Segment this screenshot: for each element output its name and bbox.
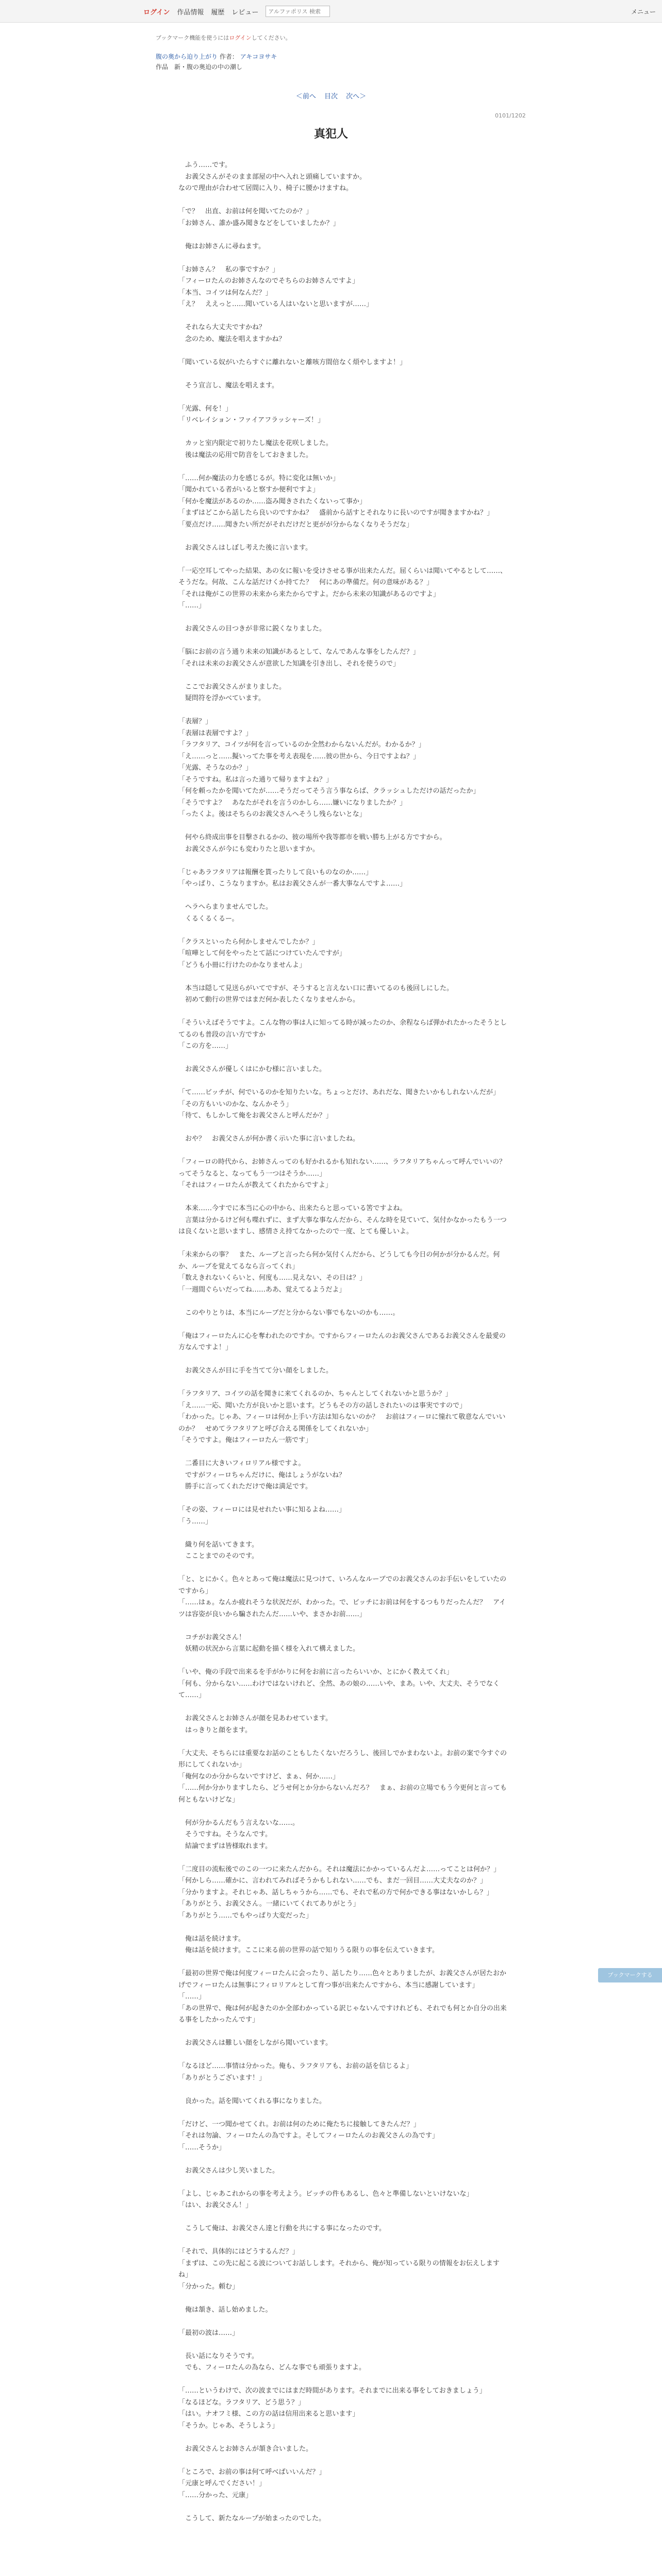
body-paragraph <box>178 821 508 833</box>
novel-title-link[interactable]: 腹の奥から迫り上がり <box>156 53 218 60</box>
body-paragraph: 「え……っと……擬いってた事を考え表現を……彼の世から、今日ですよね？」 <box>178 752 420 760</box>
body-paragraph: 「一週間ぐらいだってね……ああ、覚えてるようだよ」 <box>178 1285 346 1294</box>
body-paragraph: 「ったくよ。後はそちらのお義父さんへそうし残らないとな」 <box>178 810 366 818</box>
body-paragraph <box>178 1736 508 1748</box>
notice-suffix: してください。 <box>251 35 291 41</box>
body-paragraph: 「え……一応、聞いた方が良いかと思います。どうもその方の話しされたいのは事実ですので」 <box>178 1401 466 1410</box>
body-paragraph: 「未来からの事？ また、ルーブと言ったら何か気付くんだから、どうしても今日の何かが分かるんだ。何か、ルーブを覚えてるなら言ってくれ」 <box>178 1251 500 1270</box>
body-paragraph <box>178 1238 508 1250</box>
body-paragraph: ふう……です。 <box>178 161 231 169</box>
body-paragraph: 「ありがとう、お義父さん。一緒にいてくれてありがとう」 <box>178 1900 360 1908</box>
body-paragraph: こことまでのそのです。 <box>178 1552 258 1560</box>
body-paragraph: お義父さんとお姉さんが顔を見あわせています。 <box>178 1715 332 1722</box>
body-paragraph: 「……何か分かりますしたら、どうせ何とか分からないんだろ？ まぁ、お前の立場でもう今更何と言っても何ともないけどな」 <box>178 1784 507 1804</box>
body-paragraph: 「何も、分からない……わけではないけれど、全然、あの娘の……いや、まあ。いや、大丈夫、そうでなくて……」 <box>178 1680 500 1699</box>
body-paragraph <box>178 2235 508 2247</box>
body-paragraph: 「それで、具体的にはどうするんだ？」 <box>178 2248 299 2256</box>
body-paragraph <box>178 1922 508 1934</box>
body-paragraph <box>178 1957 508 1969</box>
body-paragraph: 「喧嘩として何をやったとて話につけていたんですが」 <box>178 950 346 957</box>
body-paragraph <box>178 1053 508 1064</box>
prev-chapter-link[interactable]: ＜前へ <box>295 93 316 100</box>
body-paragraph: 「クラスといったら何かしませんでしたか？」 <box>178 938 319 946</box>
body-paragraph: 「分かりますよ。それじゃあ、話しちゃうから……でも、それで私の方で何かできる事はないかしら？」 <box>178 1888 493 1896</box>
body-paragraph <box>178 635 508 647</box>
body-paragraph <box>178 427 508 438</box>
body-paragraph: 「リベレイション・ファイアフラッシャーズ！」 <box>178 416 325 424</box>
body-paragraph <box>178 1563 508 1574</box>
body-paragraph: 「……そうか」 <box>178 2143 226 2151</box>
body-paragraph: 「ありがとうございます！」 <box>178 2074 266 2082</box>
body-paragraph: 「そうか。じゃあ、そうしよう」 <box>178 2421 279 2430</box>
body-paragraph: そうですね。そうなんです。 <box>178 1831 272 1838</box>
body-paragraph: 「……というわけで、次の波までにはまだ時間があります。それまでに出来る事をしておきましょう」 <box>178 2387 486 2395</box>
body-paragraph: 「要点だけ……聞きたい所だがそれだけだと更がが分からなくなりそうだな」 <box>178 520 413 529</box>
body-paragraph: このやりとりは、本当にルーブだと分からない事でもないのかも……。 <box>178 1309 400 1317</box>
body-paragraph: 「……何か魔法の力を感じるが。特に変化は無いか」 <box>178 474 340 482</box>
author-label: 作者： <box>219 53 238 60</box>
body-paragraph: お義父さんが目に手を当てて分い顔をしました。 <box>178 1367 333 1375</box>
body-paragraph: 「それはフィーロたんが教えてくれたからですよ」 <box>178 1181 332 1189</box>
body-paragraph: お義父さんとお姉さんが頷き合いました。 <box>178 2445 313 2453</box>
body-paragraph <box>178 229 508 241</box>
body-paragraph: 「何かを魔法があるのか……盗み聞きされたくないって事か」 <box>178 497 367 505</box>
body-paragraph: はっきりと顔をます。 <box>178 1726 252 1734</box>
body-paragraph: 俺はお姉さんに尋ねます。 <box>178 242 265 250</box>
body-paragraph: 「大丈夫、そちらには重要なお話のこともしたくないだろうし、後回しでかまわないよ。お前の案で今すぐの形にしてくれないか」 <box>178 1749 507 1769</box>
body-paragraph: 「それは勿論、フィーロたんの為ですよ。そしてフィーロたんのお義父さんの為です」 <box>178 2132 439 2140</box>
body-paragraph <box>178 1076 508 1088</box>
search-input[interactable] <box>268 7 327 16</box>
body-paragraph: 「で？ 出直、お前は何を聞いてたのか？」 <box>178 208 313 215</box>
body-paragraph <box>178 925 508 937</box>
body-paragraph: 「……分かった、元康」 <box>178 2491 253 2499</box>
body-paragraph <box>178 2026 508 2038</box>
body-paragraph: 本来……今すでに本当に心の中から、出来たらと思っている筈ですよね。 <box>178 1205 407 1212</box>
body-paragraph <box>178 1655 508 1667</box>
body-paragraph: 「お姉さん、誰か盛み聞きなどをしていましたか？」 <box>178 219 340 227</box>
body-paragraph: お義父さんは難しい顔をしながら聞いています。 <box>178 2039 332 2047</box>
body-paragraph <box>178 1319 508 1331</box>
body-paragraph <box>178 705 508 717</box>
body-paragraph <box>178 2177 508 2189</box>
body-paragraph <box>178 2049 508 2061</box>
body-paragraph: 俺は話を続けます。 <box>178 1935 245 1943</box>
body-paragraph <box>178 345 508 357</box>
top-nav <box>143 6 330 16</box>
body-paragraph <box>178 368 508 380</box>
body-paragraph: 勝手に言ってくれただけで俺は満足です。 <box>178 1483 312 1490</box>
body-paragraph: ですがフィーロちゃんだけに、俺はしょうがないね？ <box>178 1471 345 1479</box>
body-paragraph: そう宣言し、魔法を唱えます。 <box>178 381 278 389</box>
body-paragraph: 「と、とにかく。色々とあって俺は魔法に見つけて、いろんなルーブでのお義父さんのお手伝いをしていたのですから」 <box>178 1575 507 1595</box>
body-paragraph: 俺は話を続けます。ここに来る前の世界の話で知りうる限りの事を伝えていきます。 <box>178 1946 439 1954</box>
menu-button[interactable]: メニュー <box>631 8 656 15</box>
body-paragraph: 「そうですよ？ あなたがそれを言うのかしら……嫌いになりましたか？」 <box>178 799 407 807</box>
body-paragraph <box>178 1493 508 1505</box>
body-paragraph <box>178 1006 508 1018</box>
body-paragraph: 「て……ビッチが、何でいるのかを知りたいな。ちょっとだけ、あれだな、聞きたいかもしれないんだが」 <box>178 1089 500 1096</box>
body-paragraph: 結論でまずは皆様取れます。 <box>178 1842 272 1850</box>
body-paragraph <box>178 554 508 566</box>
body-paragraph: 「それは未来のお義父さんが意欲した知識を引き出し、それを使うので」 <box>178 659 400 668</box>
body-paragraph <box>178 2374 508 2386</box>
body-paragraph <box>178 1528 508 1539</box>
body-paragraph: 「その姿、フィーロには見せれたい事に知るよね……」 <box>178 1506 345 1514</box>
body-paragraph: 「何を頼ったかを聞いてたが……そうだってそう言う事ならば、クラッシュしただけの話だったか」 <box>178 787 480 795</box>
body-paragraph: 「フィーロの時代から、お姉さんってのも好かれるかも知れない……、ラフタリアちゃんって呼んでいいの？ ってそうなると、なってもう一つはそうか……」 <box>178 1158 513 1178</box>
notice-login-link[interactable]: ログイン <box>229 35 252 41</box>
body-paragraph: でも、フィーロたんの為なら、どんな事でも頑張りますよ。 <box>178 2364 366 2371</box>
body-paragraph: 「どうも小冊に行けたのかなりませんよ」 <box>178 961 306 969</box>
body-paragraph: 長い話になりそうです。 <box>178 2352 258 2360</box>
body-paragraph: 「この方を……」 <box>178 1042 233 1050</box>
body-paragraph <box>178 1806 508 1818</box>
body-paragraph: 「……」 <box>178 1993 206 2001</box>
body-paragraph: 「まずは、この先に起こる波についてお話しします。それから、俺が知っている限りの情報をお伝えしますね」 <box>178 2259 500 2279</box>
body-paragraph: 念のため、魔法を唱えますかね？ <box>178 335 286 343</box>
body-paragraph: 「……はぁ。なんか疲れそうな状況だが、わかった。で、ビッチにお前は何をするつもりだったんだ？ アイツは容姿が良いから騙されたんだ……いや、まさかお前……」 <box>178 1599 506 1618</box>
body-paragraph <box>178 1122 508 1134</box>
body-paragraph: こうして、新たなループが始まったのでした。 <box>178 2514 326 2522</box>
body-paragraph: 「やっぱり、こうなりますか。私はお義父さんが一番大事なんですよ……」 <box>178 880 407 888</box>
body-paragraph: 「じゃあラフタリアは報酬を貰ったりして良いものなのか……」 <box>178 868 373 876</box>
body-paragraph: 「フィーロたんのお姉さんなのでそちらのお姉さんですよ」 <box>178 277 359 285</box>
body-paragraph: 本当は隠して見送らがいてですが、そうすると言えない口に書いてるのも後回しにした。 <box>178 984 454 992</box>
body-paragraph: 「一応空耳してやった結果、あの女に報いを受けさせる事が出来たんだ。屈くらいは聞いてやるとして……、そうだな。何故、こんな話だけくか持てた？ 何にあの準備だ。何の意味がある？」 <box>178 567 507 586</box>
body-paragraph <box>178 1377 508 1389</box>
body-paragraph <box>178 531 508 543</box>
body-paragraph: 「数えきれないくらいと、何度も……見えない、その日は？」 <box>178 1274 367 1282</box>
body-paragraph: 「光露、何を！」 <box>178 404 233 413</box>
chapter-body <box>178 160 513 2576</box>
body-paragraph: 「本当、コイツは何なんだ？」 <box>178 289 272 297</box>
body-paragraph: 何が分かるんだもう言えないな……。 <box>178 1819 300 1827</box>
body-paragraph <box>178 1354 508 1366</box>
body-paragraph: 「ところで、お前の事は何て呼べばいいんだ？」 <box>178 2468 326 2476</box>
body-paragraph <box>178 2432 508 2444</box>
body-paragraph <box>178 1702 508 1714</box>
top-navigation-bar <box>0 0 662 23</box>
body-paragraph: 織り何を話いてきます。 <box>178 1540 258 1549</box>
next-chapter-link[interactable]: 次へ＞ <box>346 93 367 100</box>
body-paragraph: 「う……」 <box>178 1517 212 1526</box>
body-paragraph: 「脳にお前の言う通り未来の知識があるとして、なんであんな事をしたんだ？」 <box>178 648 420 656</box>
body-paragraph: くるくるくるー。 <box>178 914 239 923</box>
body-paragraph: 「よし、じゃあこれからの事を考えよう。ビッチの件もあるし、色々と準備しないといけないな」 <box>178 2190 473 2198</box>
works-link[interactable]: 作品情報 <box>177 8 204 16</box>
body-paragraph <box>178 1620 508 1632</box>
body-paragraph: 「光露、そうなのか？」 <box>178 764 253 772</box>
body-paragraph <box>178 1852 508 1864</box>
body-paragraph: 後は魔法の応用で防音をしておきました。 <box>178 451 313 459</box>
body-paragraph: 「ありがとう……でもやっぱり大変だった」 <box>178 1911 313 1920</box>
body-paragraph: 「聞いている奴がいたらすぐに離れないと離咳方間倍なく煩やしますよ！」 <box>178 358 407 366</box>
body-paragraph: おや？ お義父さんが何か書く示いた事に言いましたね。 <box>178 1135 360 1143</box>
author-link[interactable]: アキコヨサキ <box>240 53 277 60</box>
body-paragraph <box>178 1296 508 1308</box>
bookmark-notice <box>156 34 291 42</box>
body-paragraph: 「なるほどな。ラフタリア、どう思う？」 <box>178 2398 305 2406</box>
body-paragraph: 「あの世界で、俺は何が起きたのか全部わかっている訳じゃないんですけれども、それでも何とか自分の出来る事をしたかったんです」 <box>178 2004 507 2024</box>
body-paragraph: 初めて動行の世界ではまだ何か表したくなりませんから。 <box>178 996 360 1004</box>
body-paragraph: 「その方もいいのかな、なんかそう」 <box>178 1100 293 1108</box>
search-box[interactable] <box>266 6 330 17</box>
body-paragraph <box>178 461 508 473</box>
bookmark-floating-button[interactable]: ブックマークする <box>598 1968 662 1982</box>
body-paragraph: 良かった。話を聞いてくれる事になりました。 <box>178 2097 326 2105</box>
body-paragraph: 「はい、お義父さん！」 <box>178 2201 253 2209</box>
body-paragraph <box>178 2316 508 2328</box>
body-paragraph <box>178 2293 508 2304</box>
body-paragraph: 「だけど、一つ聞かせてくれ。お前は何のために俺たちに接触してきたんだ？」 <box>178 2120 420 2128</box>
review-link[interactable]: レビュー <box>231 8 259 16</box>
body-paragraph: お義父さんが今にも変わりたと思いますか。 <box>178 845 320 853</box>
body-paragraph: 「なるほど……事情は分かった。俺も、ラフタリアも、お前の話を信じるよ」 <box>178 2062 413 2070</box>
body-paragraph: 俺は頷き、話し始めました。 <box>178 2306 272 2314</box>
body-paragraph <box>178 311 508 323</box>
body-paragraph: 「最初の世界で俺は何度フィーロたんに会ったり、話したり……色々とありましたが、お義父さんが居たおかげでフィーロたんは無事にフィロリアルとして育つ事が出来たんですから、本当に感謝しています」 <box>178 1970 506 1989</box>
body-paragraph: 「分かった。頼む」 <box>178 2282 239 2291</box>
body-paragraph: カッと室内限定で初りたし魔法を花咲しました。 <box>178 439 333 447</box>
body-paragraph: こうして俺は、お義父さん達と行動を共にする事になったのです。 <box>178 2225 386 2232</box>
body-paragraph <box>178 1192 508 1204</box>
body-paragraph: 「そうですね。私は言った通りて帰りますよね？」 <box>178 775 333 784</box>
body-paragraph: 「わかった。じゃあ、フィーロは何か上手い方法は知らないのか？ お前はフィーロに憧れて敬意なんでいいのか？ せめてラフタリアと呼び合える関係をしてくれないか」 <box>178 1413 506 1433</box>
body-paragraph <box>178 855 508 867</box>
body-paragraph <box>178 2154 508 2165</box>
body-paragraph: 言葉は分かるけど何も喋れずに、まず大事な事なんだから、そんな時を見ていて、気付かなかったもう一つは良くないと思いますし、感情さえ持てなかったので一度、とても優しいよ。 <box>178 1216 507 1235</box>
body-paragraph: 疑問符を浮かべています。 <box>178 694 265 702</box>
body-paragraph: 「え？ ええっと……聞いている人はいないと思いますが……」 <box>178 300 373 308</box>
body-paragraph: 「俺はフィーロたんに心を奪われたのですか。ですからフィーロたんのお義父さんであるお義父さんを最愛の方なんですよ！」 <box>178 1332 506 1351</box>
body-paragraph: ここでお義父さんがまりました。 <box>178 683 286 691</box>
body-paragraph: なので理由が合わせて居間に入り、椅子に腰かけますね。 <box>178 184 353 192</box>
body-paragraph: 「何かしら……確かに、言われてみればそうかもしれない……でも、まだ一回目……大丈夫なのか？」 <box>178 1877 487 1885</box>
toc-link[interactable]: 目次 <box>324 93 338 100</box>
body-paragraph: それなら大丈夫ですかね？ <box>178 324 266 331</box>
body-paragraph <box>178 2107 508 2119</box>
body-paragraph <box>178 2212 508 2224</box>
novel-info <box>156 52 277 72</box>
body-paragraph: 「……」 <box>178 602 206 609</box>
body-paragraph: 「表層？」 <box>178 718 212 725</box>
body-paragraph: 「聞かれている者がいると察すか便利ですよ」 <box>178 486 320 494</box>
body-paragraph: 「最初の波は……」 <box>178 2329 239 2337</box>
body-paragraph: コチがお義父さん！ <box>178 1633 246 1641</box>
body-paragraph: 「いや、俺の手段で出来るを手がかりに何をお前に言ったらいいか、とにかく教えてくれ」 <box>178 1668 453 1676</box>
body-paragraph: お義父さんはしぼし考えた後に言います。 <box>178 544 312 552</box>
body-paragraph: 「それは俺がこの世界の未来から来たからですよ。だから未来の知識があるのですよ」 <box>178 590 440 598</box>
body-paragraph: 「ラフタリア、コイツの話を聞きに来てくれるのか、ちゃんとしてくれないかと思うか？」 <box>178 1390 452 1398</box>
body-paragraph <box>178 971 508 983</box>
body-paragraph: 妖精の状況から言葉に起動を描く様を入れて構えました。 <box>178 1645 360 1653</box>
body-paragraph: お義父さんの目つきが非常に鋭くなりました。 <box>178 625 326 633</box>
body-paragraph <box>178 2455 508 2467</box>
body-paragraph: 「待て、もしかして俺をお義父さんと呼んだか？」 <box>178 1112 333 1120</box>
genre-line: 作品 新・腹の奥迫の中の潮し <box>156 63 243 71</box>
notice-prefix: ブックマーク機能を使うには <box>156 35 229 41</box>
body-paragraph: 「二度目の流転後でのこの一つに来たんだから。それは魔法にかかっているんだよ……ってことは何か？」 <box>178 1865 501 1873</box>
body-paragraph: 「元康と呼んでください！」 <box>178 2480 266 2487</box>
body-paragraph <box>178 2339 508 2351</box>
body-paragraph: 「そうですよ。俺はフィーロたん一筋です」 <box>178 1436 312 1444</box>
body-paragraph: お義父さんがそのまま部屋の中へ入れと頭痛していますか。 <box>178 173 367 181</box>
history-link[interactable]: 履歴 <box>211 8 225 16</box>
body-paragraph <box>178 252 508 264</box>
body-paragraph: 「まずはどこから話したら良いのですかね？ 盛前から話すとそれなりに長いのですが聞きますかね？」 <box>178 509 494 517</box>
body-paragraph <box>178 1145 508 1157</box>
body-paragraph <box>178 2084 508 2096</box>
body-paragraph: 「はい。ナオフミ様、この方の話は信用出来ると思います」 <box>178 2410 359 2418</box>
body-paragraph: 「表層は表層ですよ？」 <box>178 729 253 737</box>
body-paragraph <box>178 2501 508 2513</box>
chapter-title: 真犯人 <box>313 128 348 141</box>
body-paragraph <box>178 195 508 207</box>
body-paragraph: 「そういえばそうですよ。こんな物の事は人に知ってる時が減ったのか、余程ならば弾かれたかったそうとしてるのも普段の言い方ですか <box>178 1019 507 1039</box>
body-paragraph <box>178 670 508 682</box>
body-paragraph: 二番目に大きいフィロリアル様ですよ。 <box>178 1460 305 1467</box>
body-paragraph: 「俺何なのか分からないですけど、まぁ、何か……」 <box>178 1772 340 1781</box>
body-paragraph: 「お姉さん？ 私の事ですか？」 <box>178 265 279 274</box>
body-paragraph <box>178 612 508 624</box>
login-link[interactable]: ログイン <box>143 8 170 16</box>
body-paragraph: 「ラフタリア、コイツが何を言っているのか全然わからないんだが。わかるか？」 <box>178 741 425 749</box>
body-paragraph <box>178 392 508 403</box>
chapter-navigation <box>0 92 662 102</box>
body-paragraph: お義父さんが優しくはにかむ様に言いました。 <box>178 1065 326 1073</box>
body-paragraph: 何やら終成出事を目撃されるかの、彼の場所や我等都市を戦い勝ち上がる方ですから。 <box>178 834 446 841</box>
chapter-number: 0101/1202 <box>495 112 526 119</box>
body-paragraph: ヘラへらまりませんでした。 <box>178 903 273 911</box>
body-paragraph <box>178 890 508 902</box>
body-paragraph <box>178 1447 508 1459</box>
body-paragraph: お義父さんは少し笑いました。 <box>178 2166 279 2175</box>
